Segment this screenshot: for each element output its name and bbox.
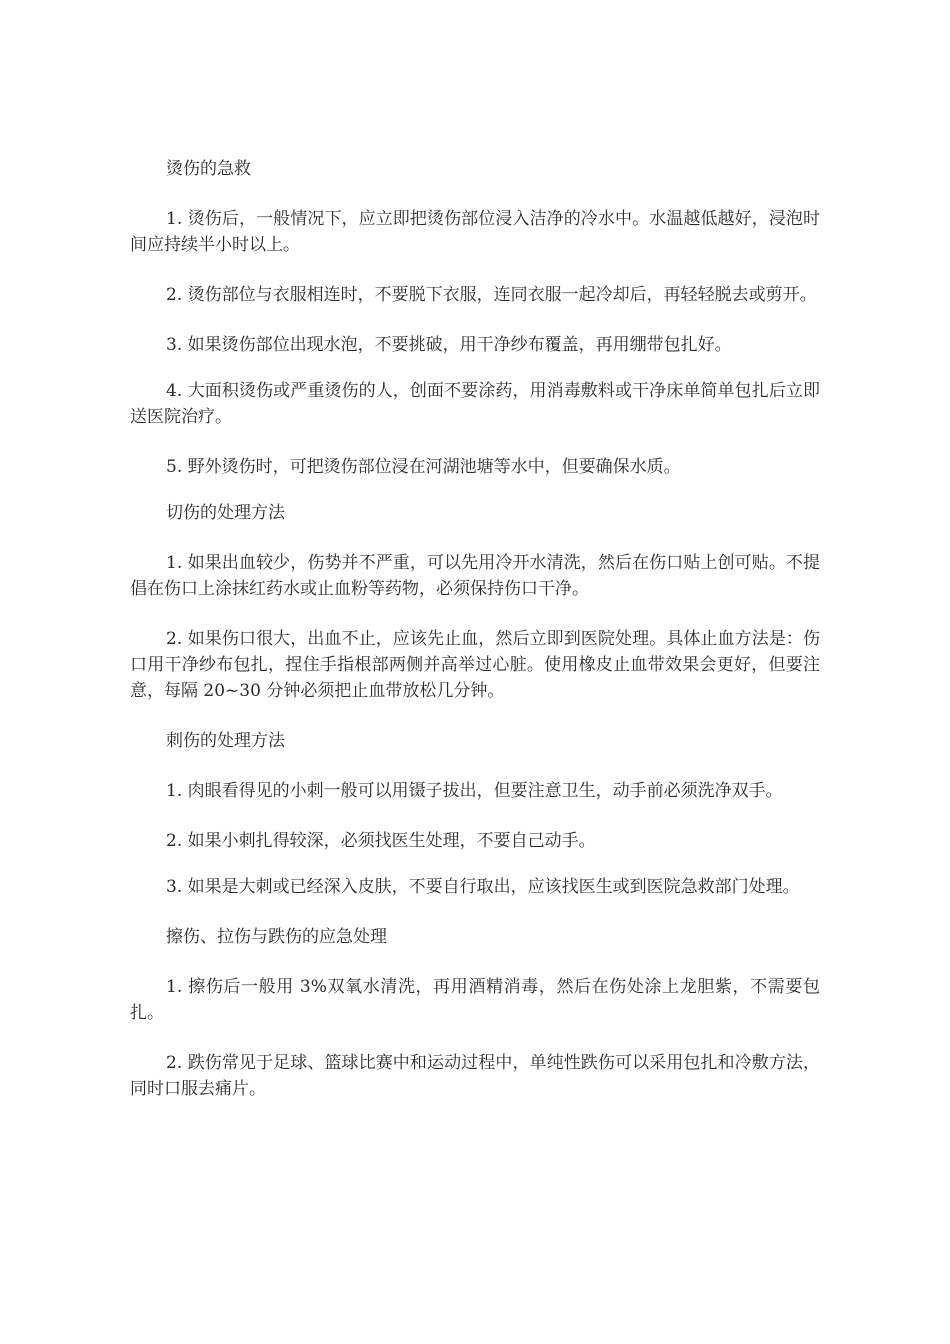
cuts-item-1: 1. 如果出血较少，伤势并不严重，可以先用冷开水清洗，然后在伤口贴上创可贴。不提倡在伤口上涂抹红药水或止血粉等药物，必须保持伤口干净。 bbox=[130, 553, 820, 599]
punctures-item-2: 2. 如果小刺扎得较深，必须找医生处理，不要自己动手。 bbox=[166, 831, 596, 851]
abrasions-item-2: 2. 跌伤常见于足球、篮球比赛中和运动过程中，单纯性跌伤可以采用包扎和冷敷方法，同时口服去痛片。 bbox=[130, 1053, 820, 1099]
burns-item-5: 5. 野外烫伤时，可把烫伤部位浸在河湖池塘等水中，但要确保水质。 bbox=[166, 457, 681, 477]
burns-item-2: 2. 烫伤部位与衣服相连时，不要脱下衣服，连同衣服一起冷却后，再轻轻脱去或剪开。 bbox=[166, 285, 817, 305]
section-heading-abrasions: 擦伤、拉伤与跌伤的应急处理 bbox=[166, 927, 387, 947]
abrasions-item-1: 1. 擦伤后一般用 3%双氧水清洗，再用酒精消毒，然后在伤处涂上龙胆紫，不需要包扎。 bbox=[130, 977, 820, 1023]
punctures-item-1: 1. 肉眼看得见的小刺一般可以用镊子拔出，但要注意卫生，动手前必须洗净双手。 bbox=[166, 781, 783, 801]
burns-item-4: 4. 大面积烫伤或严重烫伤的人，创面不要涂药，用消毒敷料或干净床单简单包扎后立即送医院治疗。 bbox=[130, 381, 820, 427]
section-heading-burns: 烫伤的急救 bbox=[166, 159, 251, 179]
punctures-item-3: 3. 如果是大刺或已经深入皮肤，不要自行取出，应该找医生或到医院急救部门处理。 bbox=[166, 877, 800, 897]
burns-item-3: 3. 如果烫伤部位出现水泡，不要挑破，用干净纱布覆盖，再用绷带包扎好。 bbox=[166, 335, 732, 355]
section-heading-punctures: 刺伤的处理方法 bbox=[166, 731, 285, 751]
document-page bbox=[130, 156, 820, 1126]
section-heading-cuts: 切伤的处理方法 bbox=[166, 503, 285, 523]
cuts-item-2: 2. 如果伤口很大，出血不止，应该先止血，然后立即到医院处理。具体止血方法是：伤口用干净纱布包扎，捏住手指根部两侧并高举过心脏。使用橡皮止血带效果会更好，但要注意，每隔 20~30 分钟必须把止血带放松几分钟。 bbox=[130, 629, 820, 701]
burns-item-1: 1. 烫伤后，一般情况下，应立即把烫伤部位浸入洁净的冷水中。水温越低越好，浸泡时间应持续半小时以上。 bbox=[130, 209, 820, 255]
